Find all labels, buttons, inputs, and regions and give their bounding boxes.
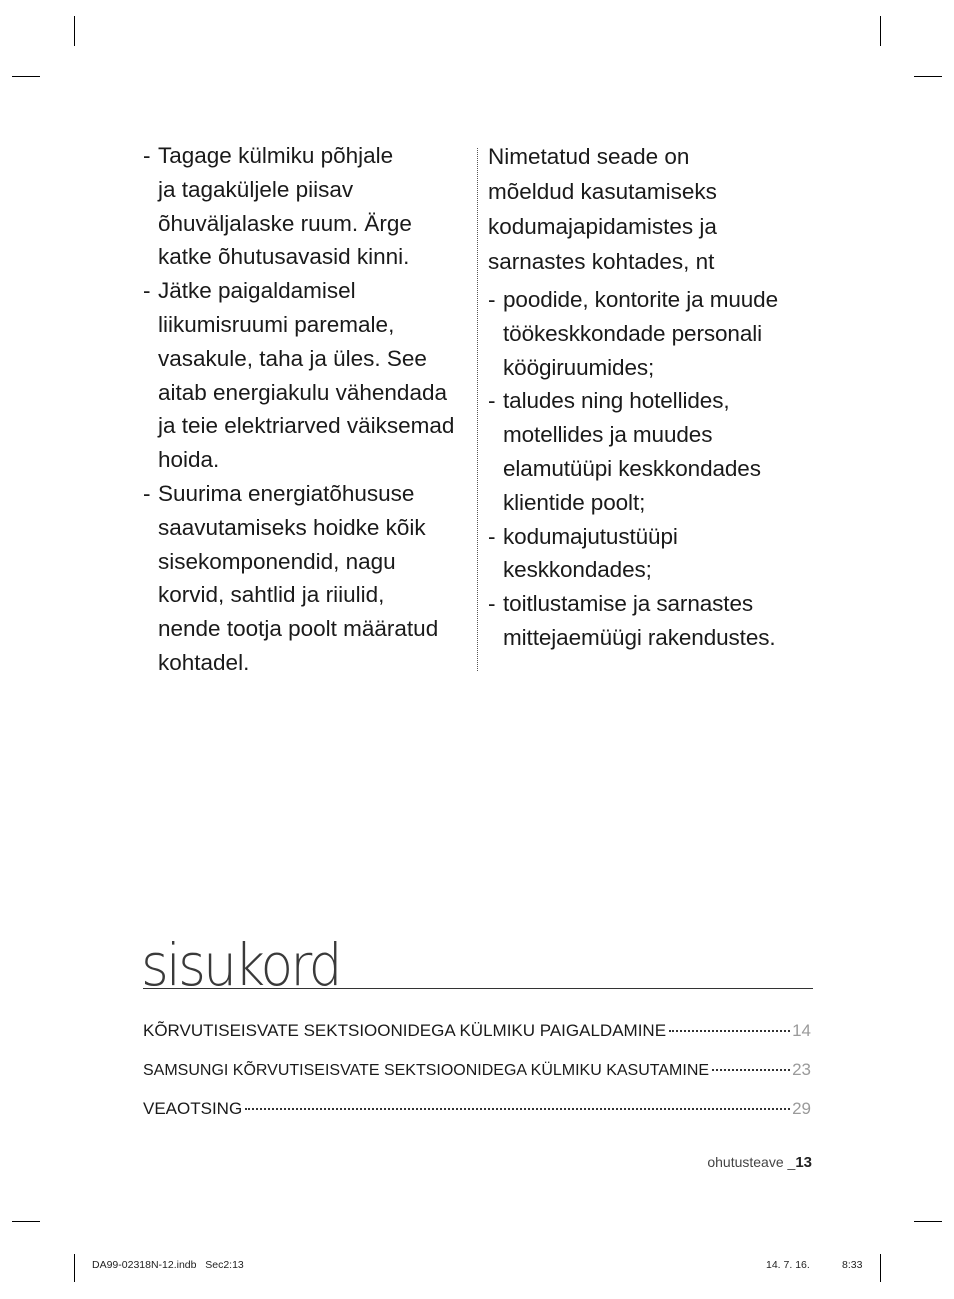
toc-entry[interactable]: [143, 1099, 811, 1119]
page-footer: [707, 1154, 812, 1171]
bullet-item: - taludes ning hotellides, motellides ja muudes elamutüüpi keskkondades klientide poolt;: [488, 384, 818, 519]
toc-entry-label: SAMSUNGI KÕRVUTISEISVATE SEKTSIOONIDEGA KÜLMIKU KASUTAMINE: [143, 1062, 710, 1079]
print-slug-file: DA99-02318N-12.indb Sec2:13: [92, 1259, 244, 1271]
text-line: aitab energiakulu vähendada: [158, 379, 447, 405]
text-line: õhuväljalaske ruum. Ärge: [158, 210, 412, 236]
text-line: vasakule, taha ja üles. See: [158, 345, 427, 371]
crop-mark: [74, 1254, 75, 1282]
text-line: kohtadel.: [158, 649, 250, 675]
text-line: taludes ning hotellides,: [503, 388, 730, 414]
right-column: [488, 139, 818, 655]
print-slug-time: 8:33: [842, 1259, 863, 1271]
text-line: poodide, kontorite ja muude: [503, 287, 778, 312]
toc-title-rule: [143, 988, 813, 989]
text-line: töökeskkondade personali: [503, 320, 763, 346]
text-line: Tagage külmiku põhjale: [158, 143, 394, 168]
text-line: köögiruumides;: [503, 354, 655, 380]
text-line: mittejaemüügi rakendustes.: [503, 624, 776, 650]
text-line: hoida.: [158, 447, 220, 473]
toc-entry-page: 14: [792, 1021, 811, 1040]
text-line: elamutüüpi keskkondades: [503, 455, 761, 481]
print-slug-date: 14. 7. 16.: [766, 1259, 810, 1271]
text-line: katke õhutusavasid kinni.: [158, 244, 410, 270]
footer-section: ohutusteave _: [707, 1154, 796, 1170]
text-line: sarnastes kohtades, nt: [488, 249, 715, 274]
toc-entry-label: VEAOTSING: [143, 1099, 243, 1118]
bullet-item: - Suurima energiatõhususe saavutamiseks hoidke kõik sisekomponendid, nagu korvid, sahtlid ja riiulid, nende tootja poolt määratud kohtadel.: [143, 477, 473, 680]
left-column: [143, 139, 473, 680]
toc-leader-dots: [245, 1108, 790, 1110]
toc-entry[interactable]: [143, 1021, 811, 1041]
column-divider: [477, 148, 478, 671]
text-line: keskkondades;: [503, 557, 652, 583]
text-line: mõeldud kasutamiseks: [488, 179, 717, 204]
toc-entry-page: 23: [792, 1060, 811, 1079]
bullet-item: - kodumajutustüüpi keskkondades;: [488, 520, 818, 588]
bullet-item: - Tagage külmiku põhjale ja tagaküljele piisav õhuväljalaske ruum. Ärge katke õhutusavasid kinni.: [143, 139, 473, 274]
crop-mark: [12, 76, 40, 77]
toc-title: sisukord: [141, 931, 340, 999]
text-line: klientide poolt;: [503, 489, 646, 515]
toc-entry-page: 29: [792, 1099, 811, 1118]
page-number: 13: [795, 1154, 812, 1171]
toc-leader-dots: [712, 1069, 790, 1071]
text-line: saavutamiseks hoidke kõik: [158, 514, 426, 540]
text-line: Jätke paigaldamisel: [158, 278, 356, 304]
text-line: motellides ja muudes: [503, 422, 713, 448]
toc-entry[interactable]: [143, 1060, 811, 1080]
text-line: Suurima energiatõhususe: [158, 480, 415, 506]
toc-entry-label: KÕRVUTISEISVATE SEKTSIOONIDEGA KÜLMIKU PAIGALDAMINE: [143, 1021, 667, 1040]
text-line: Nimetatud seade on: [488, 144, 690, 169]
bullet-item: - poodide, kontorite ja muude töökeskkondade personali köögiruumides;: [488, 283, 818, 384]
text-line: nende tootja poolt määratud: [158, 616, 439, 642]
text-line: liikumisruumi paremale,: [158, 311, 395, 337]
text-line: toitlustamise ja sarnastes: [503, 591, 754, 617]
crop-mark: [74, 16, 75, 46]
text-line: ja tagaküljele piisav: [158, 176, 354, 202]
text-line: korvid, sahtlid ja riiulid,: [158, 582, 385, 608]
crop-mark: [880, 1254, 881, 1282]
intro-paragraph: [488, 139, 818, 279]
text-line: kodumajapidamistes ja: [488, 214, 717, 239]
crop-mark: [914, 1221, 942, 1222]
bullet-item: - Jätke paigaldamisel liikumisruumi paremale, vasakule, taha ja üles. See aitab energiakulu vähendada ja teie elektriarved väiksemad hoida.: [143, 274, 473, 477]
bullet-item: - toitlustamise ja sarnastes mittejaemüügi rakendustes.: [488, 587, 818, 655]
crop-mark: [12, 1221, 40, 1222]
crop-mark: [880, 16, 881, 46]
crop-mark: [914, 76, 942, 77]
text-line: ja teie elektriarved väiksemad: [158, 413, 455, 439]
toc-leader-dots: [669, 1030, 790, 1032]
text-line: kodumajutustüüpi: [503, 523, 678, 549]
text-line: sisekomponendid, nagu: [158, 548, 396, 574]
